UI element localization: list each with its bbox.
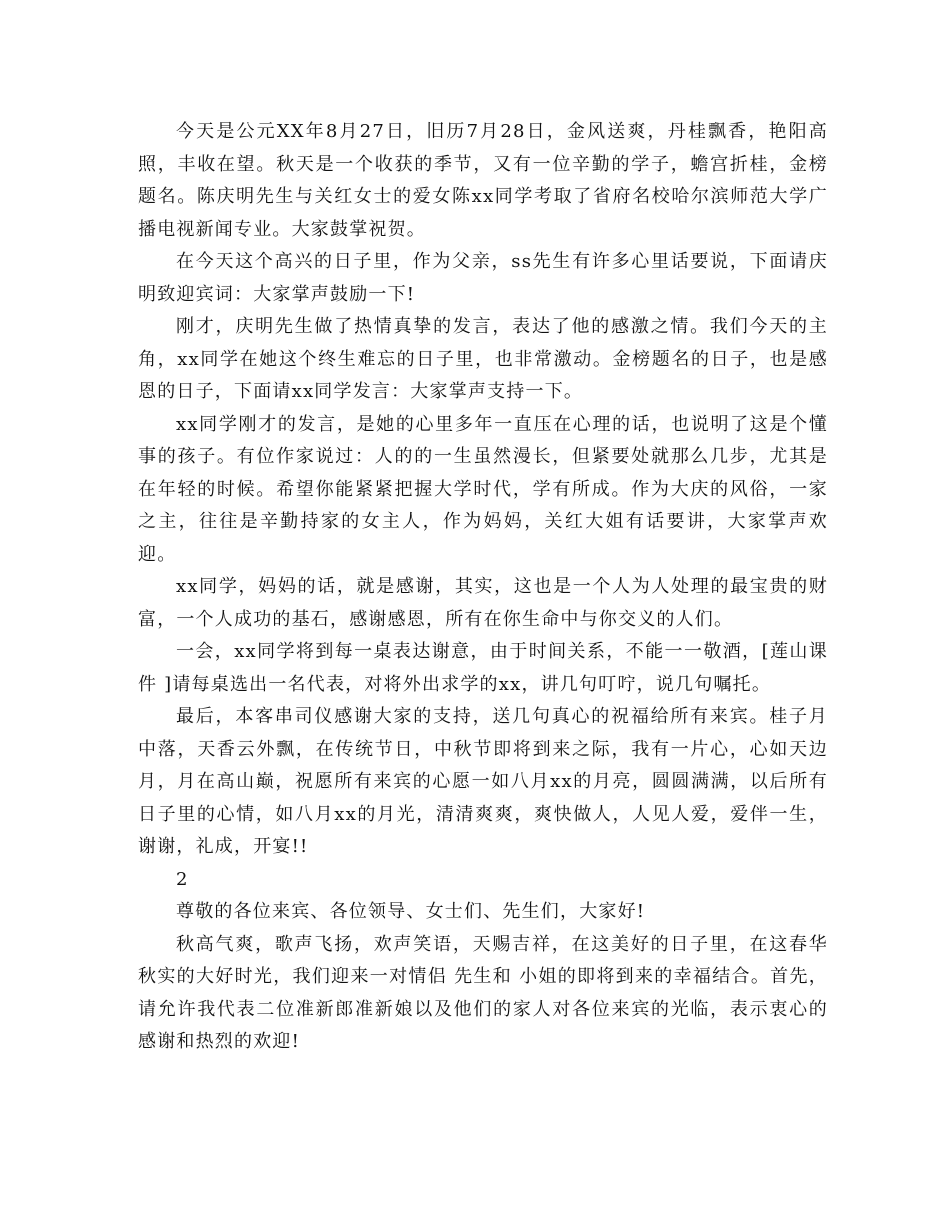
section-number: 2	[176, 868, 189, 890]
greeting-line: 尊敬的各位来宾、各位领导、女士们、先生们，大家好!	[176, 901, 646, 922]
paragraph-4: xx同学刚才的发言，是她的心里多年一直压在心理的话，也说明了这是个懂事的孩子。有位作家说过：人的的一生虽然漫长，但紧要处就那么几步，尤其是在年轻的时候。希望你能紧紧把握大学时代，学有所成。作为大庆的风俗，一家之主，往往是辛勤持家的女主人，作为妈妈，关红大姐有话要讲，大家掌声欢迎。	[138, 413, 828, 565]
paragraph-1: 今天是公元XX年8月27日，旧历7月28日，金风送爽，丹桂飘香，艳阳高照，丰收在望。秋天是一个收获的季节，又有一位辛勤的学子，蟾宫折桂，金榜题名。陈庆明先生与关红女士的爱女陈xx同学考取了省府名校哈尔滨师范大学广播电视新闻专业。大家鼓掌祝贺。	[138, 121, 828, 240]
paragraph-6: 一会，xx同学将到每一桌表达谢意，由于时间关系，不能一一敬酒，[莲山课件 ]请每桌选出一名代表，对将外出求学的xx，讲几句叮咛，说几句嘱托。	[138, 641, 828, 695]
paragraph-2: 在今天这个高兴的日子里，作为父亲，ss先生有许多心里话要说，下面请庆明致迎宾词：大家掌声鼓励一下!	[138, 251, 828, 305]
closing-paragraph: 秋高气爽，歌声飞扬，欢声笑语，天赐吉祥，在这美好的日子里，在这春华秋实的大好时光，我们迎来一对情侣 先生和 小姐的即将到来的幸福结合。首先，请允许我代表二位准新郎准新娘以及他们的家人对各位来宾的光临，表示衷心的感谢和热烈的欢迎!	[138, 933, 828, 1052]
paragraph-7: 最后，本客串司仪感谢大家的支持，送几句真心的祝福给所有来宾。桂子月中落，天香云外飘，在传统节日，中秋节即将到来之际，我有一片心，心如天边月，月在高山巅，祝愿所有来宾的心愿一如八月xx的月亮，圆圆满满，以后所有日子里的心情，如八月xx的月光，清清爽爽，爽快做人，人见人爱，爱伴一生，谢谢，礼成，开宴!!	[138, 706, 828, 857]
paragraph-3: 刚才，庆明先生做了热情真挚的发言，表达了他的感激之情。我们今天的主角，xx同学在她这个终生难忘的日子里，也非常激动。金榜题名的日子，也是感恩的日子，下面请xx同学发言：大家掌声支持一下。	[138, 316, 828, 402]
document-page	[138, 116, 828, 1059]
paragraph-5: xx同学，妈妈的话，就是感谢，其实，这也是一个人为人处理的最宝贵的财富，一个人成功的基石，感谢感恩，所有在你生命中与你交义的人们。	[138, 576, 828, 630]
